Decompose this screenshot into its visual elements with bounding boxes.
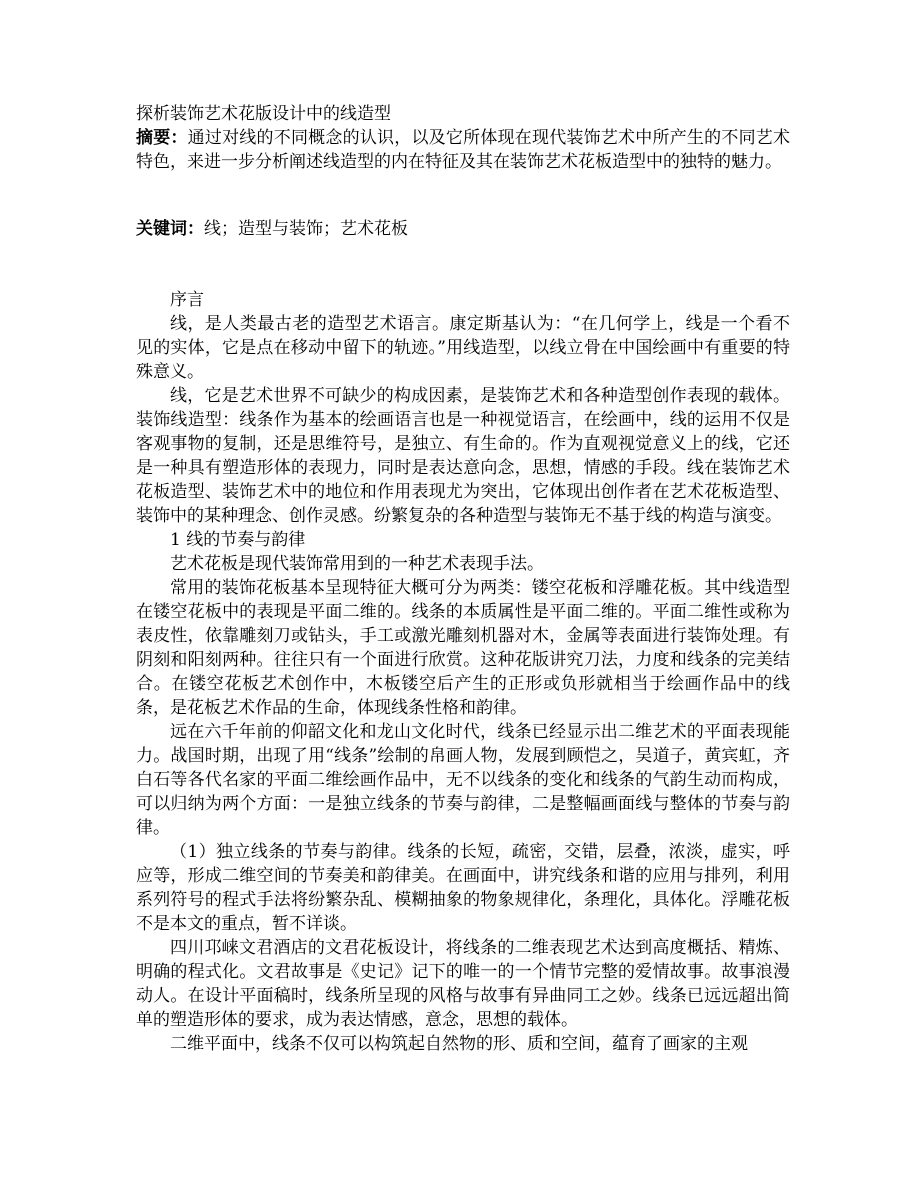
keywords-text: 线；造型与装饰；艺术花板 xyxy=(204,219,408,239)
paragraph: 四川邛崃文君酒店的文君花板设计，将线条的二维表现艺术达到高度概括、精炼、明确的程式化。文君故事是《史记》记下的唯一的一个情节完整的爱情故事。故事浪漫动人。在设计平面稿时，线条所呈现的风格与故事有异曲同工之妙。线条已远远超出简单的塑造形体的要求，成为表达情感，意念，思想的载体。 xyxy=(136,938,790,1030)
abstract-text: 通过对线的不同概念的认识，以及它所体现在现代装饰艺术中所产生的不同艺术特色，来进一步分析阐述线造型的内在特征及其在装饰艺术花板造型中的独特的魅力。 xyxy=(136,128,791,172)
paragraph: 线，它是艺术世界不可缺少的构成因素，是装饰艺术和各种造型创作表现的载体。装饰线造型：线条作为基本的绘画语言也是一种视觉语言，在绘画中，线的运用不仅是客观事物的复制，还是思维符号，是独立、有生命的。作为直观视觉意义上的线，它还是一种具有塑造形体的表现力，同时是表达意向念，思想，情感的手段。线在装饰艺术花板造型、装饰艺术中的地位和作用表现尤为突出，它体现出创作者在艺术花板造型、装饰中的某种理念、创作灵感。纷繁复杂的各种造型与装饰无不基于线的构造与演变。 xyxy=(136,386,790,526)
section-heading: 1 线的节奏与韵律 xyxy=(170,530,306,550)
keywords-label: 关键词： xyxy=(136,219,204,239)
document-page xyxy=(136,102,790,1056)
document-title: 探析装饰艺术花版设计中的线造型 xyxy=(136,104,391,124)
paragraph: 艺术花板是现代装饰常用到的一种艺术表现手法。 xyxy=(170,554,544,574)
abstract-label: 摘要： xyxy=(136,128,188,148)
abstract xyxy=(136,126,790,174)
preface-heading: 序言 xyxy=(170,290,204,310)
paragraph: （1）独立线条的节奏与韵律。线条的长短，疏密，交错，层叠，浓淡，虚实，呼应等，形成二维空间的节奏美和韵律美。在画面中，讲究线条和谐的应用与排列，利用系列符号的程式手法将纷繁杂乱、模糊抽象的物象规律化，条理化，具体化。浮雕花板不是本文的重点，暂不详谈。 xyxy=(136,842,790,934)
paragraph: 二维平面中，线条不仅可以构筑起自然物的形、质和空间，蕴育了画家的主观 xyxy=(170,1034,748,1054)
paragraph: 远在六千年前的仰韶文化和龙山文化时代，线条已经显示出二维艺术的平面表现能力。战国时期，出现了用“线条”绘制的帛画人物，发展到顾恺之，吴道子，黄宾虹，齐白石等各代名家的平面二维绘画作品中，无不以线条的变化和线条的气韵生动而构成，可以归纳为两个方面：一是独立线条的节奏与韵律，二是整幅画面线与整体的节奏与韵律。 xyxy=(136,722,790,838)
paragraph: 线，是人类最古老的造型艺术语言。康定斯基认为：“在几何学上，线是一个看不见的实体，它是点在移动中留下的轨迹。”用线造型，以线立骨在中国绘画中有重要的特殊意义。 xyxy=(136,314,790,382)
keywords xyxy=(136,217,790,241)
paragraph: 常用的装饰花板基本呈现特征大概可分为两类：镂空花板和浮雕花板。其中线造型在镂空花板中的表现是平面二维的。线条的本质属性是平面二维的。平面二维性或称为表皮性，依靠雕刻刀或钻头，手工或激光雕刻机器对木，金属等表面进行装饰处理。有阴刻和阳刻两种。往往只有一个面进行欣赏。这种花版讲究刀法，力度和线条的完美结合。在镂空花板艺术创作中，木板镂空后产生的正形或负形就相当于绘画作品中的线条，是花板艺术作品的生命，体现线条性格和韵律。 xyxy=(136,578,790,718)
